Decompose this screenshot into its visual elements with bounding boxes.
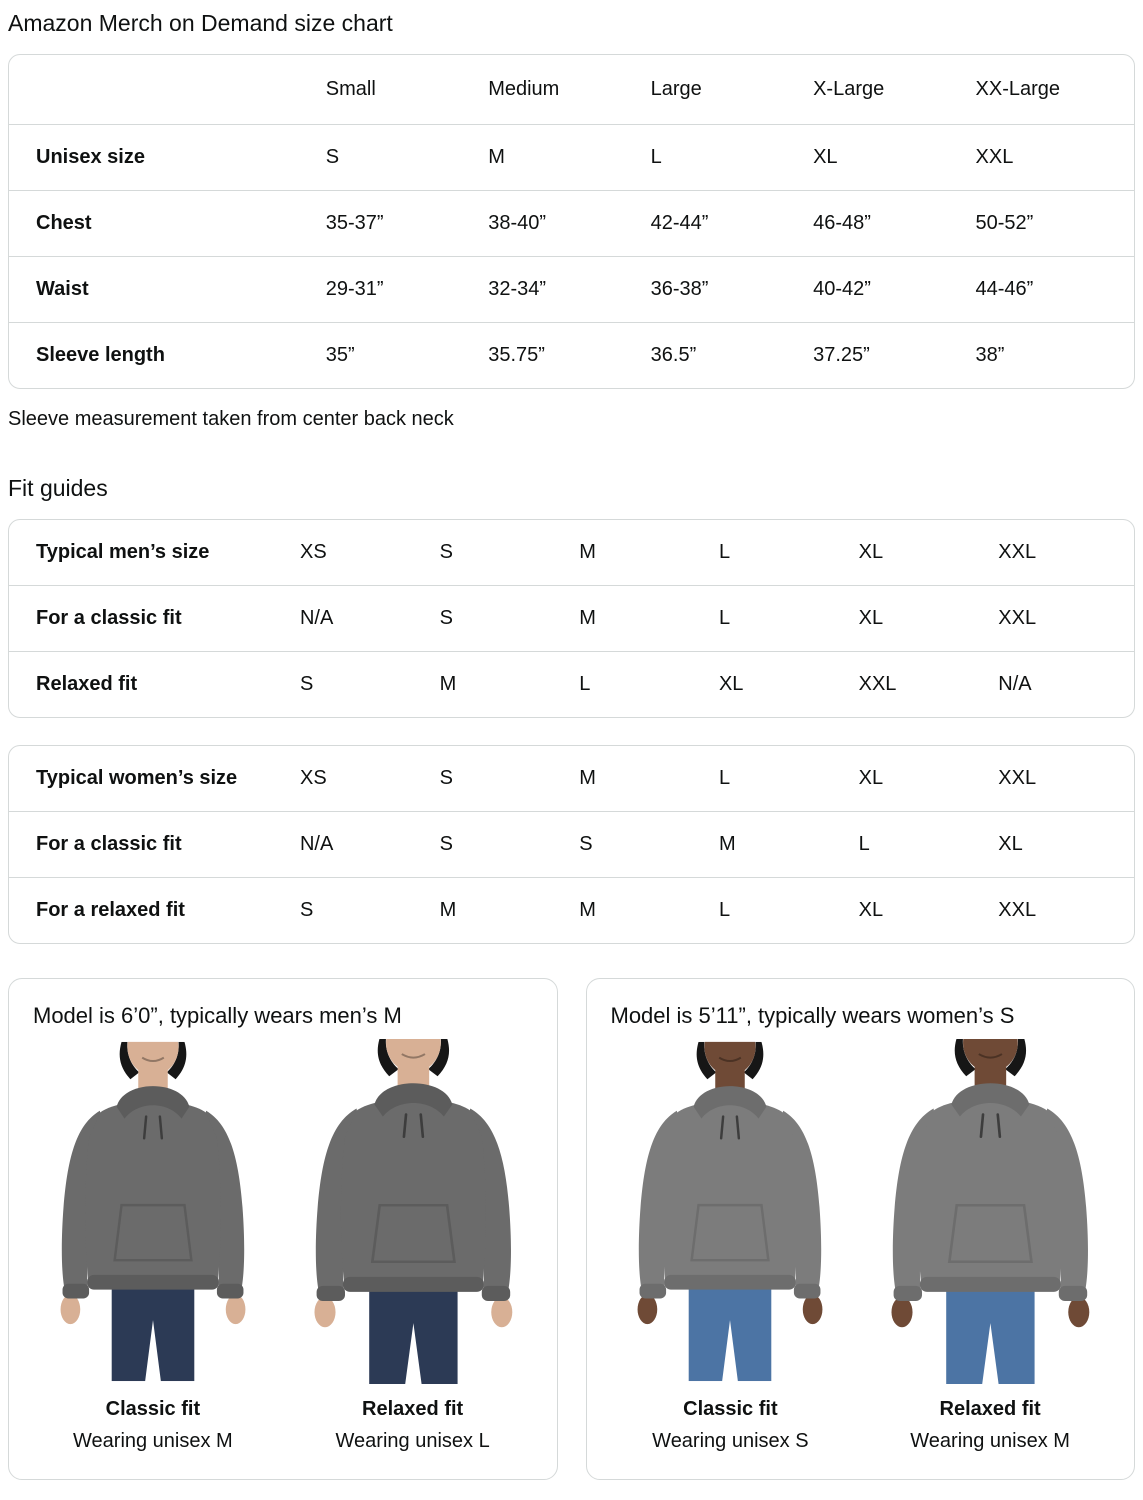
cell: M xyxy=(439,673,457,695)
wearing-label: Wearing unisex M xyxy=(73,1430,233,1452)
cell: S xyxy=(299,673,314,695)
model-figure-classic xyxy=(612,1039,848,1453)
table-row-womens-classic-fit xyxy=(9,812,1134,878)
table-row-mens-classic-fit xyxy=(9,586,1134,652)
cell: XXL xyxy=(998,767,1037,789)
cell: S xyxy=(299,899,314,921)
male-model-classic-fit-hoodie-photo xyxy=(35,1039,271,1384)
cell: L xyxy=(718,767,731,789)
cell: M xyxy=(718,833,736,855)
cell: 35-37” xyxy=(325,212,384,234)
cell: L xyxy=(858,833,870,855)
col-header-large: Large xyxy=(650,78,702,100)
row-label: Waist xyxy=(36,278,89,300)
wearing-label: Wearing unisex S xyxy=(652,1430,809,1452)
table-row-unisex-size xyxy=(9,125,1134,191)
row-label: For a classic fit xyxy=(36,833,182,855)
mens-model-card xyxy=(8,978,558,1480)
cell: L xyxy=(718,899,731,921)
cell: L xyxy=(718,607,731,629)
sleeve-measurement-note: Sleeve measurement taken from center back neck xyxy=(8,408,454,430)
table-row-typical-mens-size xyxy=(9,520,1134,586)
cell: XS xyxy=(299,541,327,563)
cell: N/A xyxy=(998,673,1032,695)
row-label: Typical men’s size xyxy=(36,541,210,563)
page-title: Amazon Merch on Demand size chart xyxy=(8,10,393,36)
col-header-medium: Medium xyxy=(488,78,560,100)
size-table xyxy=(8,54,1135,389)
cell: N/A xyxy=(299,833,334,855)
cell: L xyxy=(718,541,731,563)
cell: L xyxy=(650,146,662,168)
cell: 36.5” xyxy=(650,344,697,366)
cell: S xyxy=(325,146,340,168)
model-card-heading: Model is 5’11”, typically wears women’s S xyxy=(610,1003,1015,1028)
col-header-small: Small xyxy=(325,78,376,100)
col-header-xx-large: XX-Large xyxy=(975,78,1061,100)
cell: XXL xyxy=(998,899,1037,921)
table-row-typical-womens-size xyxy=(9,746,1134,812)
cell: XL xyxy=(858,541,884,563)
cell: M xyxy=(579,899,596,921)
cell: S xyxy=(439,833,453,855)
col-header-x-large: X-Large xyxy=(813,78,885,100)
size-table-header-row xyxy=(9,55,1134,125)
cell: XXL xyxy=(998,607,1037,629)
cell: S xyxy=(439,541,453,563)
fit-guides-heading: Fit guides xyxy=(8,475,108,501)
cell: XL xyxy=(998,833,1023,855)
cell: XL xyxy=(813,146,838,168)
model-figure-relaxed xyxy=(872,1039,1108,1453)
fit-label: Relaxed fit xyxy=(362,1398,464,1420)
female-model-classic-fit-hoodie-photo xyxy=(612,1039,848,1384)
cell: 44-46” xyxy=(975,278,1034,300)
table-row-chest xyxy=(9,191,1134,257)
cell: M xyxy=(579,541,596,563)
cell: 38” xyxy=(975,344,1005,366)
model-figure-classic xyxy=(35,1039,271,1453)
cell: 36-38” xyxy=(650,278,709,300)
cell: XXL xyxy=(975,146,1014,168)
womens-fit-table xyxy=(8,745,1135,944)
mens-fit-table xyxy=(8,519,1135,718)
row-label: Chest xyxy=(36,212,92,234)
row-label: Unisex size xyxy=(36,146,145,168)
table-row-mens-relaxed-fit xyxy=(9,652,1134,718)
model-figures xyxy=(601,1039,1121,1453)
cell: S xyxy=(439,607,453,629)
row-label: Typical women’s size xyxy=(36,767,238,789)
cell: XS xyxy=(299,767,327,789)
cell: M xyxy=(579,607,596,629)
cell: XXL xyxy=(858,673,897,695)
cell: 35” xyxy=(325,344,355,366)
cell: M xyxy=(579,767,596,789)
size-table-corner-cell xyxy=(9,55,322,125)
fit-label: Relaxed fit xyxy=(939,1398,1041,1420)
fit-label: Classic fit xyxy=(683,1398,778,1420)
female-model-relaxed-fit-hoodie-photo xyxy=(872,1039,1108,1384)
cell: 40-42” xyxy=(813,278,871,300)
model-figure-relaxed xyxy=(295,1039,531,1453)
cell: N/A xyxy=(299,607,334,629)
cell: 32-34” xyxy=(488,278,547,300)
model-card-heading: Model is 6’0”, typically wears men’s M xyxy=(33,1003,402,1028)
cell: 42-44” xyxy=(650,212,709,234)
cell: XXL xyxy=(998,541,1037,563)
cell: XL xyxy=(858,607,884,629)
cell: L xyxy=(579,673,591,695)
row-label: Relaxed fit xyxy=(36,673,138,695)
cell: 50-52” xyxy=(975,212,1034,234)
wearing-label: Wearing unisex M xyxy=(910,1430,1070,1452)
model-cards-row xyxy=(8,978,1135,1480)
table-row-waist xyxy=(9,257,1134,323)
table-row-sleeve-length xyxy=(9,323,1134,389)
cell: 38-40” xyxy=(488,212,547,234)
cell: 29-31” xyxy=(325,278,384,300)
cell: XL xyxy=(718,673,744,695)
table-row-womens-relaxed-fit xyxy=(9,878,1134,944)
cell: XL xyxy=(858,767,884,789)
cell: S xyxy=(439,767,453,789)
male-model-relaxed-fit-hoodie-photo xyxy=(295,1039,531,1384)
cell: 37.25” xyxy=(813,344,870,366)
cell: M xyxy=(488,146,505,168)
row-label: For a classic fit xyxy=(36,607,182,629)
cell: M xyxy=(439,899,457,921)
wearing-label: Wearing unisex L xyxy=(335,1430,490,1452)
model-figures xyxy=(23,1039,543,1453)
row-label: Sleeve length xyxy=(36,344,165,366)
fit-label: Classic fit xyxy=(105,1398,201,1420)
cell: XL xyxy=(858,899,884,921)
cell: 46-48” xyxy=(813,212,871,234)
row-label: For a relaxed fit xyxy=(36,899,185,921)
cell: S xyxy=(579,833,593,855)
womens-model-card xyxy=(586,978,1136,1480)
cell: 35.75” xyxy=(488,344,545,366)
